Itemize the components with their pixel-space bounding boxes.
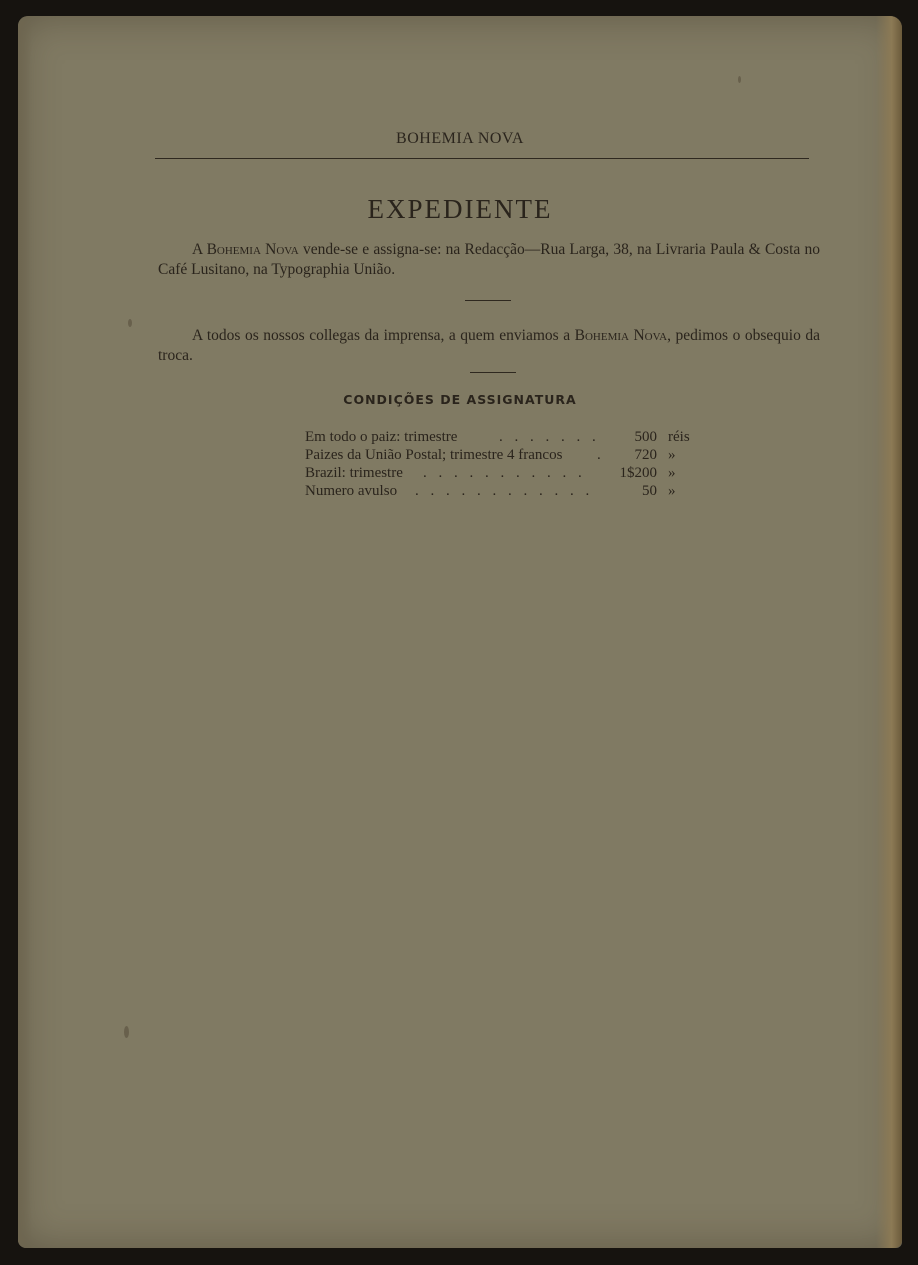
paragraph1-rest: vende-se e assigna-se: na Redacção—Rua Larga, 38, na Livraria Paula & Costa no Café Lusitano, na Typographia União. [158,241,820,278]
paragraph2-journal-name: Bohemia Nova [574,327,668,344]
running-header: BOHEMIA NOVA [396,130,524,147]
rate-unit: réis [668,429,690,445]
rate-leader-dots: . . . . . . . . . . . . [415,483,594,499]
rate-row [305,446,705,464]
rate-unit: » [668,447,676,463]
divider-rule-1 [465,300,511,301]
paper-blemish [738,76,741,83]
section-title: EXPEDIENTE [367,194,553,224]
rate-leader-dots: . [597,447,605,463]
paragraph2-rest: , pedimos o obsequio da troca. [158,327,820,364]
paragraph1-journal-name: Bohemia Nova [206,241,299,258]
paragraph-exchange-request [158,326,820,366]
paragraph-sales-locations [158,240,820,280]
rate-label: Brazil: trimestre [305,465,403,481]
header-rule [155,158,809,159]
rate-unit: » [668,483,676,499]
rate-row [305,428,705,446]
rate-unit: » [668,465,676,481]
rate-label: Paizes da União Postal; trimestre 4 francos [305,447,563,463]
rate-label: Numero avulso [305,483,398,499]
rate-price: 720 [634,447,657,463]
divider-rule-2 [470,372,516,373]
conditions-title: CONDIÇÕES DE ASSIGNATURA [343,392,577,407]
rate-label: Em todo o paiz: trimestre [305,429,458,445]
rate-price: 1$200 [619,465,657,481]
rate-row [305,464,705,482]
rate-row [305,482,705,500]
rate-price: 50 [642,483,657,499]
subscription-rates-table [305,428,705,500]
rate-leader-dots: . . . . . . . [499,429,600,445]
rate-price: 500 [634,429,657,445]
rate-leader-dots: . . . . . . . . . . . [423,465,586,481]
magazine-page [18,16,902,1248]
paper-blemish [128,319,132,327]
paragraph1-lead: A [192,241,207,258]
paper-blemish [124,1026,129,1038]
paragraph2-lead: A todos os nossos collegas da imprensa, a quem enviamos a [192,327,575,344]
